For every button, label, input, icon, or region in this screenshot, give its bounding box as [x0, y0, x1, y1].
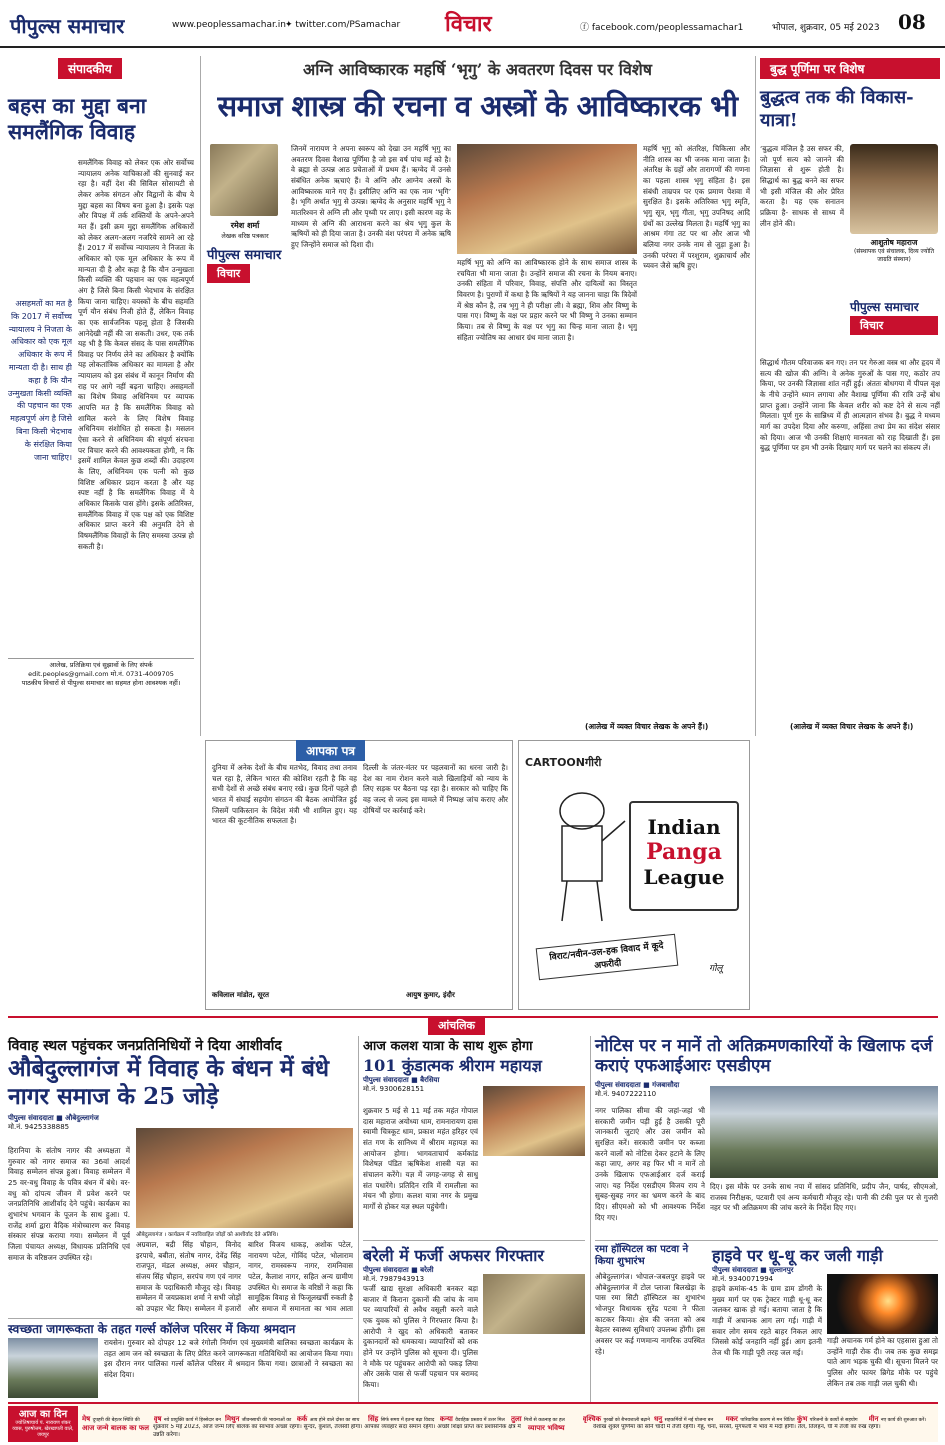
letter-2: दिल्ली के जंतर-मंतर पर पहलवानों का धरना जारी है। देश का नाम रोशन करने वाले खिलाड़ियों को न्याय के लिए सड़क पर बैठना पड़ रहा है। सरकार को चाहिए कि वह जल्द से जल्द इस मामले में निष्पक्ष जांच कराए और दोषियों पर कार्रवाई करे।	[363, 763, 508, 815]
cartoon-word-3: League	[643, 865, 725, 889]
bhrigu-illustration	[457, 144, 637, 254]
editorial-tag: संपादकीय	[58, 58, 122, 79]
sign-name: कन्या	[439, 1415, 456, 1423]
sign-11	[797, 1406, 867, 1424]
sign-text: सिर्फ समय में इतना बढ़ा विवाद	[380, 1418, 435, 1423]
sign-5	[368, 1406, 438, 1424]
editorial	[8, 58, 194, 718]
lead-kicker: अग्नि आविष्कारक महर्षि ‘भृगु’ के अवतरण दिवस पर विशेष	[303, 60, 652, 79]
twitter-link[interactable]: ✦ twitter.com/PSamachar	[285, 20, 401, 30]
encroachment-photo	[710, 1086, 938, 1178]
editorial-footer-1: आलेख, प्रतिक्रिया एवं सुझावों के लिए संपर्क	[49, 661, 153, 669]
fire-photo	[827, 1274, 938, 1334]
yagya-photo	[483, 1086, 585, 1156]
cleanliness-photo	[8, 1338, 98, 1398]
buddha-footer: (आलेख में व्यक्त विचार लेखक के अपने हैं।)	[790, 722, 914, 731]
story-vehicle-fire	[712, 1244, 938, 1404]
horoscope-astrologer: ज्योतिषाचार्य पं. नारायण शंकर व्यास, पुरुषोत्तम, खेरखापती वाले, जयपुर	[12, 1420, 74, 1438]
cartoon-figure	[537, 781, 627, 931]
s1-kicker: विवाह स्थल पहुंचकर जनप्रतिनिधियों ने दिया आशीर्वाद	[8, 1038, 282, 1054]
page-number: 08	[898, 10, 926, 34]
sign-6	[440, 1406, 510, 1424]
s5-title: नोटिस पर न मानें तो अतिक्रमणकारियों के खिलाफ दर्ज कराएं एफआईआरः एसडीएम	[595, 1036, 933, 1077]
lead-col-1: जिनमें नारायण ने अपना स्वरूप को देखा उन महर्षि भृगु का अवतरण दिवस वैशाख पूर्णिमा है जो इस वर्ष पांच मई को है। वे ब्रह्मा से उत्पन्न आठ प्रचेताओं में प्रथम हैं। ऋग्वेद में उनसे संबंधित अनेक ऋचाएं हैं। वे अग्नि और आग्नेय अस्त्रों के आविष्कारक माने गए हैं। इसीलिए अग्नि का एक नाम ‘भृगि’ है। भृगि अर्थात भृगु से उत्पन्न। ऋग्वेद के अनुसार महर्षि भृगु ने मातरिश्वन से अग्नि ली और पृथ्वी पर लाए। इसी कारण वह के माध्यम से अग्नि की आराधना करने का श्रेय भृगु कुल के ऋषियों को ही दिया जाता है। उनकी वंश परंपरा में अनेक ऋषि हुए जिन्होंने समाज को दिशा दी।	[291, 144, 451, 249]
s5-body: नगर पालिका सीमा की जहां-जहां भी सरकारी जमीन पड़ी हुई है उसकी पूरी जानकारी जुटाएं और उस जमीन को सुरक्षित करें। सरकारी जमीन पर कब्जा करने वालों को नोटिस देकर हटाने के लिए कहा जाए, अगर वह फिर भी न मानें तो उनके खिलाफ एफआईआर दर्ज कराई जाए। यह निर्देश एसडीएम विजय राय ने सुबह-सुबह नगर का भ्रमण करने के बाद दिए। सीएमओ को भी आवश्यक निर्देश दिए गए।	[595, 1106, 705, 1222]
cartoon-sign	[629, 801, 739, 911]
brand-logo-small: पीपुल्स समाचार	[207, 248, 282, 263]
letters-box	[205, 740, 513, 1010]
brand-logo-small-2: पीपुल्स समाचार	[850, 300, 919, 314]
buddha-tag: बुद्ध पूर्णिमा पर विशेष	[760, 58, 940, 79]
s1-names-2: बारिश विजय धाकड़, अशोक पटेल, नारायण पटेल, गोविंद पटेल, भोलाराम नागर, रामस्वरूप नागर, रामनिवास पटेल, कैलाश नागर, सहित अन्य ग्रामीण उपस्थित थे। समाज के वरिष्ठों ने कहा कि सामूहिक विवाह से फिजूलखर्ची रुकती है और समाज में समानता का भाव आता	[248, 1240, 353, 1312]
s1-byline: पीपुल्स संवाददाता ■ औबेदुल्लागंज	[8, 1114, 99, 1123]
cartoon-word-1: Indian	[647, 815, 721, 839]
sign-2	[154, 1406, 224, 1424]
story-wedding	[8, 1036, 353, 1311]
sign-text: दुपहरी की बेहतर स्थिति की	[92, 1418, 140, 1423]
cartoon-caption: विराट/नवीन-उल-हक विवाद में कूदे अफरीदी	[536, 934, 679, 980]
sign-name: वृश्चिक	[582, 1415, 604, 1423]
lead-col-3: महर्षि भृगु को अंतरिक्ष, चिकित्सा और नीति शास्त्र का भी जनक माना जाता है। अंतरिक्ष के ग्रहों और तारागणों की गणना का पहला शास्त्र भृगु संहिता है। इस संबंधी ताम्रपत्र पर एक प्रमाण पेशवा में सुरक्षित है। इसके अतिरिक्त भृगु स्मृति, भृगु सूत्र, भृगु गीता, भृगु उपनिषद आदि ग्रंथों का उल्लेख मिलता है। महर्षि भृगु का आश्रम गंगा तट पर था और आज भी बलिया नगर उनके नाम से जुड़ा हुआ है। उनकी परंपरा में परशुराम, शुक्राचार्य और च्यवन जैसे ऋषि हुए।	[643, 144, 750, 271]
s5-body-2: दिए। इस मौके पर उनके साथ नपा में सांसद प्रतिनिधि, प्रदीप जैन, पार्षद, सीएमओ, राजस्व निरीक्षक, पटवारी एवं अन्य कर्मचारी मौजूद रहे। पानी की टंकी पुल पर से गुजरी नहर पर भी अतिक्रमण की जांच करने के निर्देश दिए गए।	[710, 1182, 938, 1213]
author-role: लेखक वरिष्ठ पत्रकार	[221, 232, 269, 240]
logo: पीपुल्स समाचार	[10, 14, 125, 38]
masthead	[0, 0, 945, 48]
facebook-link[interactable]: ⓕ facebook.com/peoplessamachar1	[580, 23, 744, 33]
sign-4	[297, 1406, 367, 1424]
lead-title: समाज शास्त्र की रचना व अस्त्रों के आविष्कारक भी	[217, 89, 738, 123]
dateline: भोपाल, शुक्रवार, 05 मई 2023	[772, 23, 880, 33]
horoscope-strip	[8, 1402, 938, 1442]
horoscope-title: आज का दिन	[18, 1409, 68, 1420]
sign-text: परिजनों के कार्यों से सहयोग	[809, 1418, 858, 1423]
lead-article	[205, 58, 750, 748]
s4-title: बरेली में फर्जी अफसर गिरफ्तार	[363, 1246, 544, 1265]
child-text: शुक्रवार 5 मई 2023, आज जन्म लिए बालक का स्वभाव अच्छा रहेगा। सुन्दर, कुशल, तेजस्वी होगा। आपका व्यवहार सदा समान रहेगा। अच्छी शिक्षा प्राप्त कर प्रशासनिक क्षेत्र में उन्नति करेगा।	[153, 1424, 521, 1438]
editorial-footer-3: पाठकीय विचारों से पीपुल्स समाचार का सहमत होना आवश्यक नहीं।	[21, 679, 181, 688]
regional-bar	[8, 1016, 938, 1032]
s7-byline: पीपुल्स संवाददाता ■ सुल्तानपुर	[712, 1266, 794, 1274]
editorial-footer-2[interactable]: edit.peoples@gmail.com मो.नं. 0731-4009705	[28, 670, 174, 679]
s3-title: 101 कुंडात्मक श्रीराम महायज्ञ	[363, 1056, 542, 1075]
author-photo	[210, 144, 278, 216]
sign-text: मित्रों से कठनाइ का हल	[524, 1418, 565, 1423]
s3-kicker: आज कलश यात्रा के साथ शुरू होगा	[363, 1039, 533, 1054]
story-encroachment	[595, 1036, 938, 1236]
sign-text: पारिवारिक कारण से मन चिंतित	[740, 1418, 795, 1423]
buddha-title: बुद्धत्व तक की विकास-यात्रा!	[760, 87, 914, 131]
story-cleanliness	[8, 1320, 353, 1400]
letters-title: आपका पत्र	[296, 740, 365, 761]
s4-byline: पीपुल्स संवाददाता ■ बरेली	[363, 1266, 434, 1274]
sign-name: मेष	[82, 1415, 93, 1423]
sign-name: वृष	[153, 1415, 164, 1423]
sign-text: जीवनसाथी की भावनाओं का	[241, 1418, 292, 1423]
s7-body: हाइवे क्रमांक-45 के ग्राम डाम डोंगरी के मुख्य मार्ग पर एक ट्रेक्टर गाड़ी धू-धू कर जलकर खाक हो गई। बताया जाता है कि गाड़ी में अचानक आग लग गई। गाड़ी में सवार लोग समय रहते बाहर निकल आए जिससे कोई जनहानि नहीं हुई। आग इतनी तेज थी कि गाड़ी पूरी तरह जल गई।	[712, 1284, 822, 1357]
s7-title: हाइवे पर धू-धू कर जली गाड़ी	[712, 1246, 883, 1265]
cartoon-title: CARTOONगीरी	[525, 756, 602, 769]
sign-10	[726, 1406, 796, 1424]
story-fake-officer	[363, 1244, 585, 1404]
s5-byline: पीपुल्स संवाददाता ■ गंजबासौदा	[595, 1080, 680, 1089]
vichar-tag: विचार	[207, 264, 250, 283]
s1-body: हिरानिया के संतोष नागर की अध्यक्षता में गुरुवार को नागर समाज का 36वां आदर्श विवाह सम्मेलन संपन्न हुआ। विवाह सम्मेलन में 25 वर-वधु विवाह के पवित्र बंधन में बंधे। वर-वधु को दांपत्य जीवन में प्रवेश करने पर जनप्रतिनिधि आशीर्वाद देने पहुंचे। कार्यक्रम का शुभारंभ भगवान के पूजन के साथ हुआ। पं. राजेंद्र शर्मा द्वारा वैदिक मंत्रोच्चारण कर विवाह संस्कार संपन्न कराया गया। सम्मेलन में पूर्व जिला पंचायत अध्यक्ष, विधायक प्रतिनिधि एवं समाज के वरिष्ठजन उपस्थित रहे।	[8, 1146, 130, 1262]
website-link[interactable]: www.peoplessamachar.in	[172, 20, 286, 30]
s3-body: शुक्रवार 5 मई से 11 मई तक महंत गोपाल दास महाराज अयोध्या धाम, रामनारायण दास स्वामी चित्रकूट धाम, प्रकाश महंत हरिहर एवं संत गण के सानिध्य में श्रीराम महायज्ञ का आयोजन होगा। भागवताचार्य कर्मकांड विशेषज्ञ पंडित ऋषिकेश शास्त्री यज्ञ का संचालन करेंगे। यज्ञ में जगह-जगह से साधु संत पधारेंगे। प्रतिदिन रात्रि में रामलीला का मंचन भी होगा। कलश यात्रा नगर के प्रमुख मार्गों से होकर यज्ञ स्थल पहुंचेगी।	[363, 1106, 478, 1211]
s2-body: रायसेन। गुरुवार को दोपहर 12 बजे रंगोली निर्माण एवं मुख्यमंत्री बालिका स्वच्छता कार्यक्रम के तहत आम जन को स्वच्छता के लिए प्रेरित करने जागरूकता गतिविधियों का आयोजन किया गया। इस दौरान नगर पालिका गर्ल्स कॉलेज परिसर में श्रमदान किया गया। छात्राओं ने स्वच्छता का संदेश दिया।	[104, 1338, 353, 1379]
cartoon-signature: गोलू	[709, 964, 723, 974]
s5-phone: मो.नं. 9407222110	[595, 1089, 657, 1098]
s4-phone: मो.नं. 7987943913	[363, 1275, 425, 1283]
child-label: आज जन्मे बालक का फल	[82, 1424, 149, 1432]
buddha-author-name: आशुतोष महाराज	[870, 238, 918, 247]
editorial-pullquote: असहमतों का मत है कि 2017 में सर्वोच्च न्यायालय ने निजता के अधिकार को एक मूल अधिकार के रूप में मान्यता दी है। साथ ही कहा है कि यौन उन्मुखता किसी व्यक्ति की पहचान का एक महत्वपूर्ण अंग है जिसे बिना किसी भेदभाव के संरक्षित किया जाना चाहिए।	[8, 299, 72, 462]
sign-name: मिथुन	[225, 1415, 242, 1423]
trade-text: वैशाख शुक्ल पूर्णिमा को सोने चांदी में तेजी रहेगी। गेहूं, चना, सरसों, मूंगफली में भाव में मंदी होगी। तेल, तिलहन, घी में तेजी का रुख रहेगा।	[593, 1424, 881, 1430]
s2-title: स्वच्छता जागरूकता के तहत गर्ल्स कॉलेज परिसर में किया श्रमदान	[8, 1322, 296, 1336]
sign-name: कुंभ	[797, 1415, 810, 1423]
sign-name: धनु	[654, 1415, 665, 1423]
cartoon-box	[518, 740, 750, 1010]
sign-1	[82, 1406, 152, 1424]
trade-label: व्यापार भविष्य	[528, 1424, 565, 1432]
s1-title: औबेदुल्लागंज में विवाह के बंधन में बंधे नागर समाज के 25 जोड़े	[8, 1055, 330, 1110]
wedding-photo	[136, 1128, 353, 1228]
vichar-tag-2: विचार	[850, 316, 938, 335]
s7-phone: मो.नं. 9340071994	[712, 1275, 774, 1283]
s3-byline: पीपुल्स संवाददाता ■ बैरसिया	[363, 1076, 440, 1084]
twitter-icon: ✦	[285, 20, 296, 30]
buddha-body: सिद्धार्थ गौतम परिवाजक बन गए। तन पर गेरुआ वस्त्र था और हृदय में सत्य की खोज की अग्नि। वे अनेक गुरुओं के पास गए, कठोर तप किया, पर उनकी जिज्ञासा शांत नहीं हुई। अंततः बोधगया में पीपल वृक्ष के नीचे उन्होंने ध्यान लगाया और वैशाख पूर्णिमा की रात्रि उन्हें बोध प्राप्त हुआ। उन्होंने जाना कि केवल शरीर को कष्ट देने से सत्य नहीं मिलता। पूर्ण गुरु के सान्निध्य में ही आत्मज्ञान संभव है। बुद्ध ने मध्यम मार्ग का उपदेश दिया और करुणा, अहिंसा तथा प्रेम का संदेश संसार को दिया। आज भी उनकी शिक्षाएं मानवता को राह दिखाती हैं। इस बुद्ध पूर्णिमा पर हम भी उनके दिखाए मार्ग पर चलने का संकल्प लें।	[760, 358, 940, 453]
horoscope-box	[8, 1406, 78, 1442]
section-title: विचार	[445, 11, 492, 37]
s1-phone: मो.नं. 9425338885	[8, 1123, 70, 1132]
regional-section: आंचलिक	[428, 1016, 485, 1035]
buddha-author-role: (संस्थापक एवं संचालक, दिव्य ज्योति जाग्रति संस्थान)	[853, 248, 934, 263]
story-hospital	[595, 1244, 705, 1404]
sign-name: मकर	[725, 1415, 741, 1423]
cartoon-word-2: Panga	[646, 839, 722, 865]
sign-text: नये प्रायुक्ति कार्य में हिस्सेदार बन	[163, 1418, 221, 1423]
sign-7	[511, 1406, 581, 1424]
sign-name: सिंह	[368, 1415, 381, 1423]
sign-12	[869, 1406, 939, 1424]
s4-body: फर्जी खाद्य सुरक्षा अधिकारी बनकर बड़ा बाजार में किराना दुकानों की जांच के नाम पर व्यापारियों से अवैध वसूली करने वाले एक युवक को पुलिस ने गिरफ्तार किया है। आरोपी ने खुद को अधिकारी बताकर दुकानदारों को धमकाया। व्यापारियों को शक होने पर उन्होंने पुलिस को सूचना दी। पुलिस ने मौके पर पहुंचकर आरोपी को पकड़ लिया और उसके पास से फर्जी पहचान पत्र बरामद किया।	[363, 1284, 478, 1389]
s1-caption: औबेदुल्लागंज । कार्यक्रम में नवविवाहित जोड़ों को आशीर्वाद देते अतिथि।	[136, 1232, 279, 1238]
sign-text: वैवाहिक प्रस्ताव में उत्तर मिल	[455, 1418, 505, 1423]
letter-2-sign: आयुष कुमार, इंदौर	[406, 991, 455, 999]
sign-3	[225, 1406, 295, 1424]
author-photo-buddha	[850, 144, 938, 234]
s6-title: रमा हॉस्पिटल का पटवा ने किया शुभारंभ	[595, 1244, 689, 1267]
buddha-intro: ‘बुद्धत्व मंजिल है उस सफर की, जो पूर्ण सत्य को जानने की जिज्ञासा से शुरू होती है। सिद्धार्थ का बुद्ध बनने का सफर भी इसी मंजिल की ओर प्रेरित करता है। यह एक सनातन प्रक्रिया है- साधक से साध्य में लीन होने की।	[760, 144, 844, 228]
sign-8	[583, 1406, 653, 1424]
s1-names: अग्रवाल, बद्री सिंह चौहान, विनोद इरपाचे, बबीता, संतोष नागर, देवेंद्र सिंह राजपूत, मंडल अध्यक्ष, अमर चौहान, संजय सिंह चौहान, सरपंच गण एवं नागर समाज के पदाधिकारी मौजूद रहे। विवाह सम्मेलन में जयप्रकाश शर्मा ने सभी जोड़ों को उपहार भेंट किए। सम्मेलन में हजारों	[136, 1240, 241, 1312]
facebook-icon: ⓕ	[580, 23, 592, 33]
s3-phone: मो.नं. 9300628151	[363, 1085, 425, 1093]
sign-name: तुला	[511, 1415, 524, 1423]
editorial-body: समलैंगिक विवाह को लेकर एक ओर सर्वोच्च न्यायालय अनेक याचिकाओं की सुनवाई कर रहा है। वहीं देश की सिविल सोसायटी से लेकर अनेक संगठन और विद्वानों के बीच ये मुद्दा बहस का विषय बना हुआ है। इसके पक्ष और विपक्ष में तर्क शक्तियों के अपने-अपने मत हैं। इसी क्रम मुद्दा समलैंगिक अधिकारों को लेकर अलग-अलग नजरिये सामने आ रहे हैं। 2017 में सर्वोच्च न्यायालय ने निजता के अधिकार को एक मूल अधिकार के रूप में मान्यता दी है और कहा है कि यौन उन्मुखता किसी व्यक्ति की पहचान का एक महत्वपूर्ण अंग है जिसे बिना किसी भेदभाव के संरक्षित किया जाना चाहिए। वयस्कों के बीच सहमति पूर्ण यौन संबंध निजी होते हैं, लेकिन विवाह का एक सार्वजनिक पहलू होता है जिसकी आनेदेखी नहीं की जा सकती। उधर, एक तर्क यह भी है कि केवल संसद के पास समलैंगिक विवाह पर निर्णय लेने का अधिकार है क्योंकि यह लोकतांत्रिक अधिकार का मामला है और न्यायालय को इस संबंध में कानून निर्माण की राह पर आगे नहीं बढ़ना चाहिए। असहमतों का विशेष विवाह अधिनियम पर व्यापक आपत्ति मत है कि समलैंगिक विवाह को शामिल करने के लिए विशेष विवाह अधिनियम संशोधित हो सकता है। मसलन ऐसा करने से अधिनियम की संपूर्ण संरचना पर विचार करने की आवश्यकता होगी, न कि इसमें शामिल केवल कुछ शब्दों की। उदाहरण के लिए, अधिनियम एक पत्नी को कुछ विशिष्ट अधिकार प्रदान करता है और यह स्पष्ट नहीं है कि समलैंगिक विवाह में ये अधिकार किसके पास होंगे। इसके अतिरिक्त, समलैंगिक विवाह में एक पक्ष को एक विशिष्ट अधिकार प्राप्त करने की अनुमति देने से विषमलैंगिक विवाहों के लिए समस्या उत्पन्न हो सकती है।	[78, 158, 194, 551]
arrest-photo	[483, 1274, 585, 1334]
s6-body: औबेदुल्लागंज। भोपाल-जबलपुर हाइवे पर औबेदुल्लागंज में टोल प्लाजा बिलखेड़ा के पास रमा सिटी हॉस्पिटल का शुभारंभ भोजपुर विधायक सुरेंद्र पटवा ने फीता काटकर किया। क्षेत्र की जनता को अब बेहतर स्वास्थ्य सुविधाएं उपलब्ध होंगी। इस अवसर पर कई गणमान्य नागरिक उपस्थित रहे।	[595, 1272, 705, 1356]
signs-row	[82, 1406, 938, 1424]
sign-text: आय होने वाले दोस्त का साथ	[309, 1418, 360, 1423]
sign-name: कर्क	[296, 1415, 310, 1423]
editorial-title: बहस का मुद्दा बना समलैंगिक विवाह	[8, 93, 147, 145]
letter-1: दुनिया में अनेक देशों के बीच मतभेद, विवाद तथा तनाव चल रहा है, लेकिन भारत की कोशिश रहती है कि वह सभी देशों से अच्छे संबंध बनाए रखे। कुछ दिनों पहले ही भारत में संघाई सहयोग संगठन की बैठक आयोजित हुई जिसमें पाकिस्तान के विदेश मंत्री भी शामिल हुए। यह भारत की कूटनीतिक सफलता है।	[212, 763, 357, 826]
sign-name: मीन	[868, 1415, 881, 1423]
author-name: रमेश शर्मा	[230, 221, 260, 230]
sign-9	[654, 1406, 724, 1424]
buddha-article	[760, 58, 940, 748]
s7-body-2: गाड़ी अचानक गर्म होने का एहसास हुआ तो उन्होंने गाड़ी रोक दी। जब तक कुछ समझ पाते आग भड़क चुकी थी। सूचना मिलने पर पुलिस और फायर ब्रिगेड मौके पर पहुंचे लेकिन तब तक गाड़ी जल चुकी थी।	[827, 1336, 938, 1388]
sign-text: पुरखों को बैभवशाली बढ़ाने	[603, 1418, 650, 1423]
lead-col-2: महर्षि भृगु को अग्नि का आविष्कारक होने के साथ समाज शास्त्र के रचयिता भी माना जाता है। उन्होंने समाज की रचना के नियम बनाए। उनकी संहिता में परिवार, विवाह, संपत्ति और दायित्वों का विस्तृत विवरण है। पुराणों में कथा है कि ऋषियों ने यह जानना चाहा कि त्रिदेवों में श्रेष्ठ कौन है, तब भृगु ने ही परीक्षा ली। वे ब्रह्मा, शिव और विष्णु के पास गए। विष्णु के वक्ष पर प्रहार करने पर भी विष्णु ने उनका सम्मान किया। तब से विष्णु के वक्ष पर भृगु का चिन्ह माना जाता है। भृगु संहिता ज्योतिष का आधार ग्रंथ माना जाता है।	[457, 258, 637, 342]
sign-text: नए कार्य की शुरुआत करें।	[880, 1418, 927, 1423]
lead-footer: (आलेख में व्यक्त विचार लेखक के अपने हैं।)	[585, 722, 709, 731]
sign-text: सहकर्मियों में नई योजना बन	[664, 1418, 714, 1423]
story-yagya	[363, 1036, 585, 1236]
letter-1-sign: कविलाल मांडोत, सूरत	[212, 991, 270, 999]
